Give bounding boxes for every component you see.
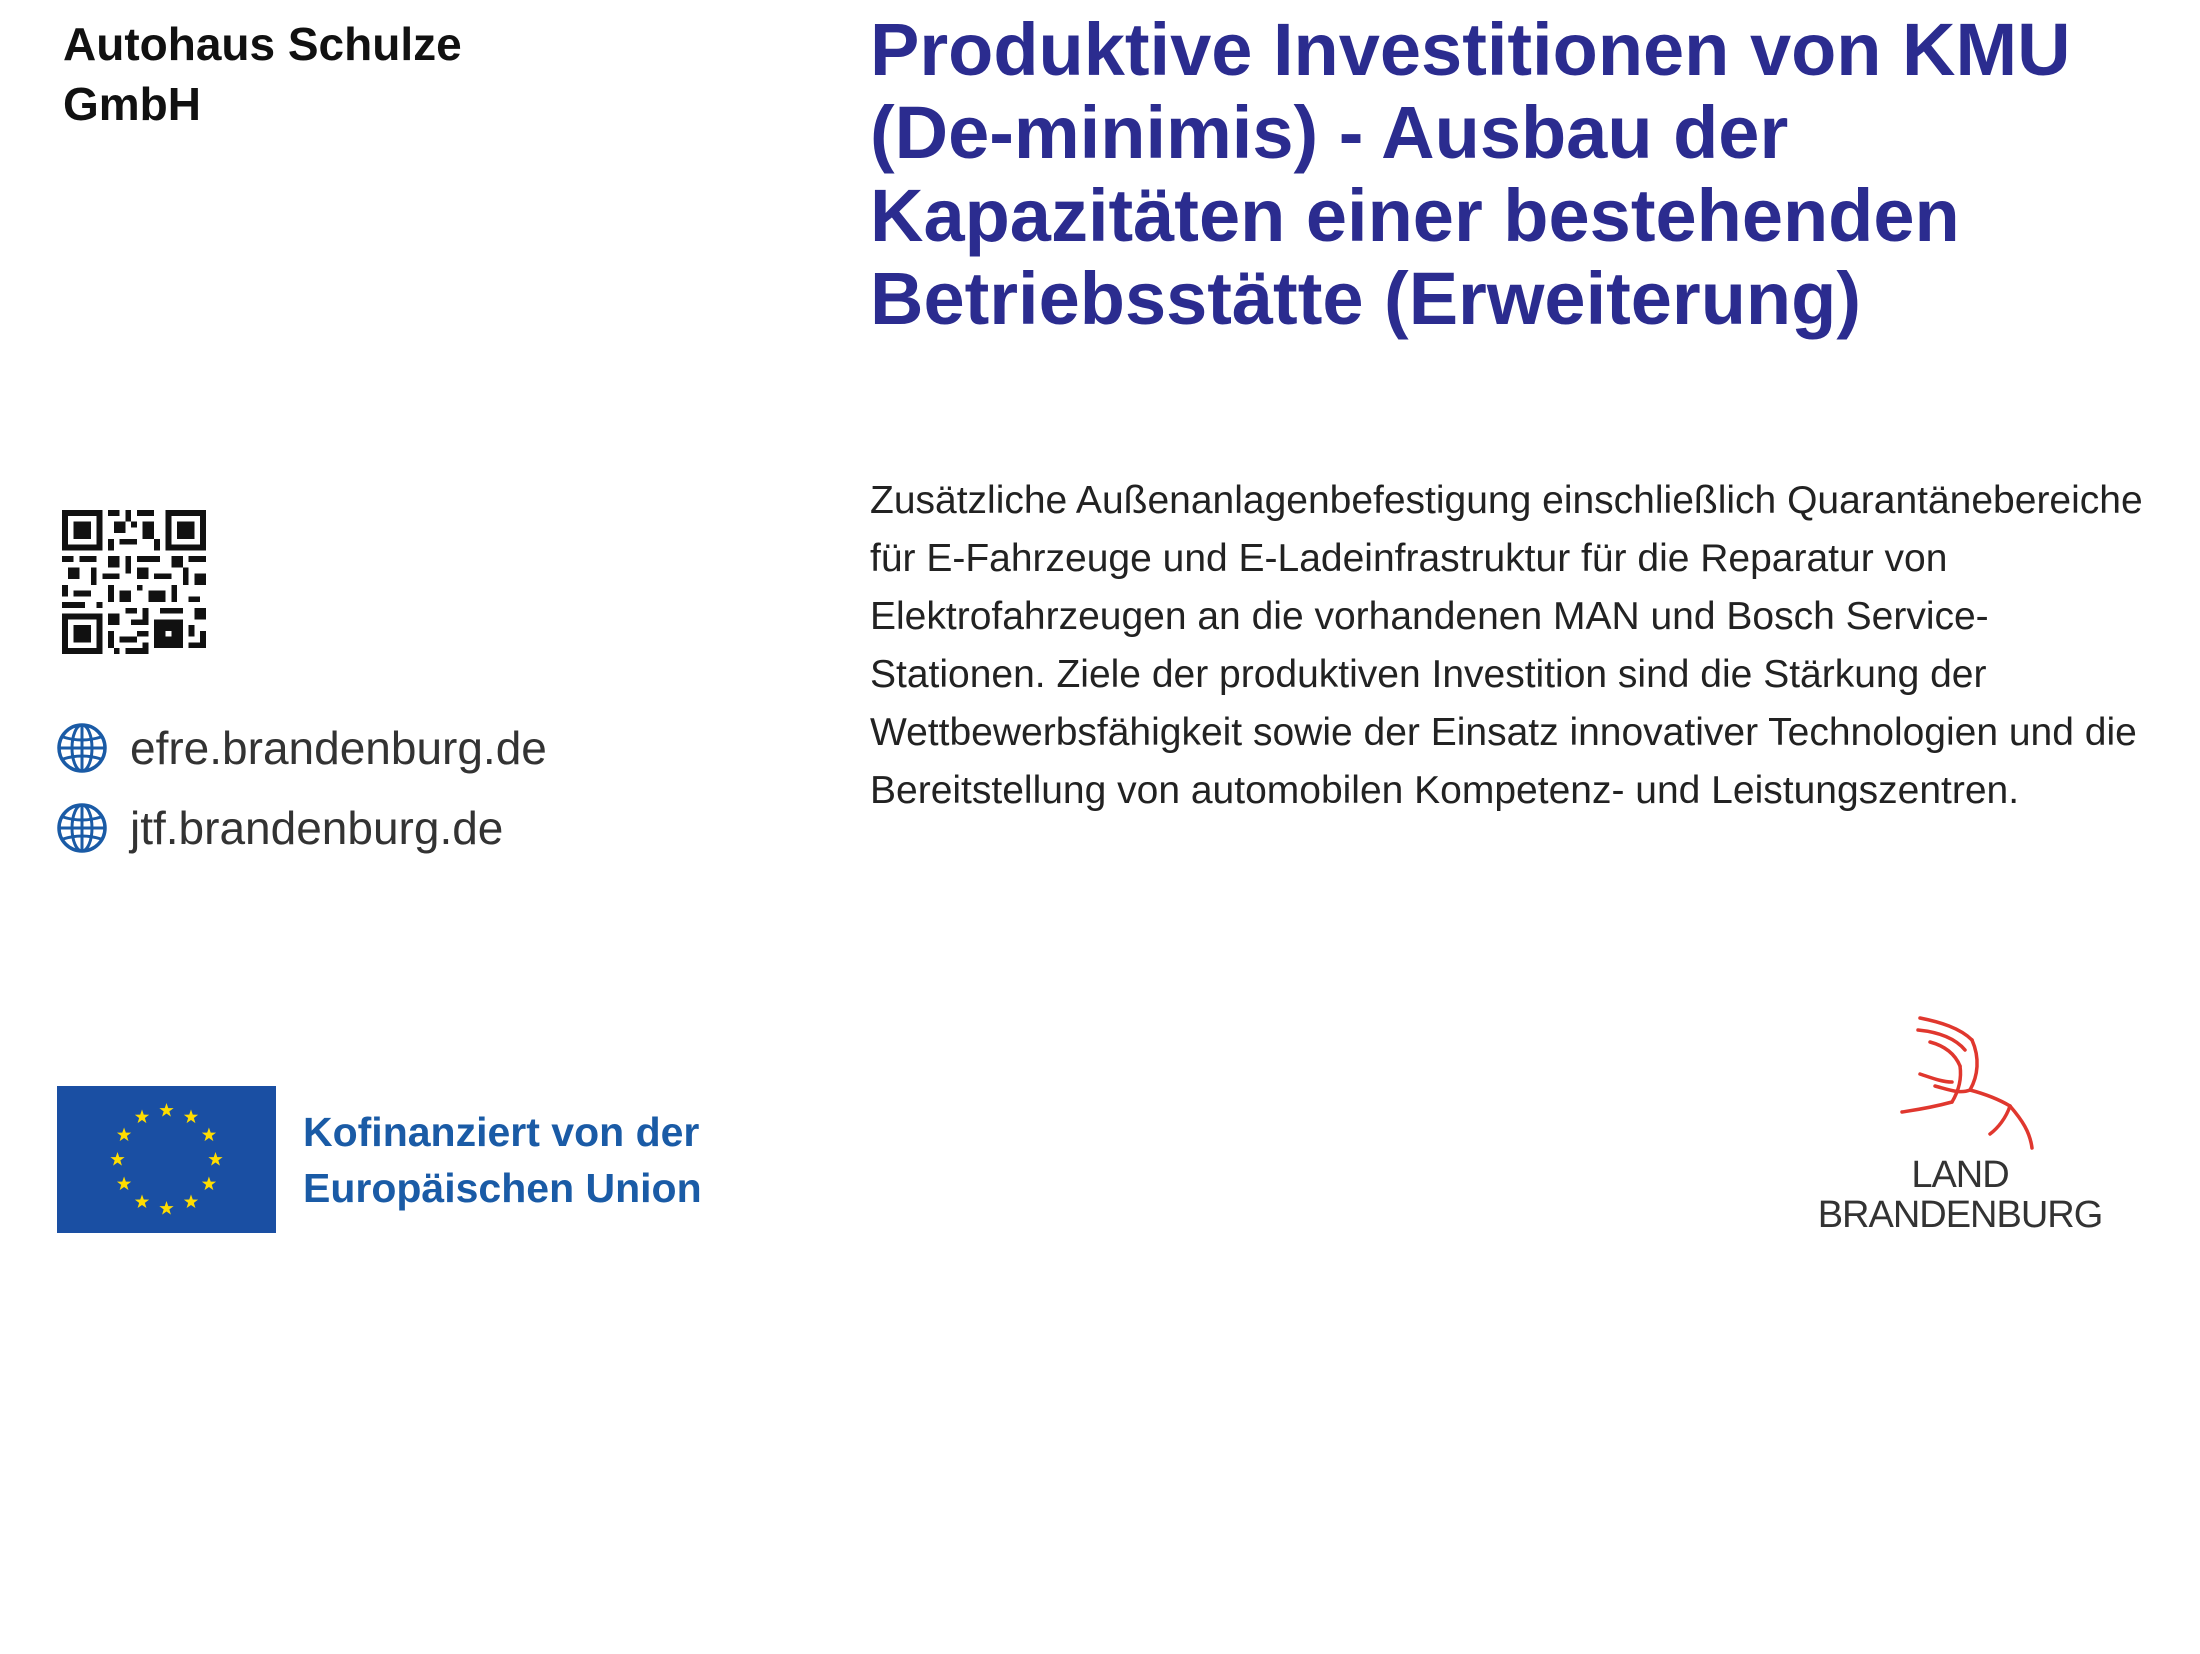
link-jtf[interactable] xyxy=(56,788,547,868)
eu-text-line1: Kofinanziert von der xyxy=(303,1108,700,1155)
land-brandenburg-logo xyxy=(1810,1010,2110,1240)
land-brandenburg-text xyxy=(1810,1155,2110,1235)
company-name-line1: Autohaus Schulze xyxy=(63,18,462,70)
link-jtf-text[interactable]: jtf.brandenburg.de xyxy=(130,802,504,854)
eu-flag-icon xyxy=(57,1086,276,1233)
eu-text-line2: Europäischen Union xyxy=(303,1164,702,1211)
brandenburg-text: BRANDENBURG xyxy=(1817,1194,2103,1236)
project-title: Produktive Investitionen von KMU (De-minimis) - Ausbau der Kapazitäten einer bestehenden Betriebsstätte (Erweiterung) xyxy=(870,8,2071,340)
company-name xyxy=(63,14,623,134)
eu-cofinancing-text xyxy=(303,1104,1023,1216)
website-links xyxy=(56,708,547,868)
qr-code-icon xyxy=(62,510,206,654)
link-efre[interactable] xyxy=(56,708,547,788)
globe-icon xyxy=(56,802,108,854)
land-text: LAND xyxy=(1911,1154,2009,1196)
project-description: Zusätzliche Außenanlagenbefestigung einschließlich Quarantänebereiche für E-Fahrzeuge und E-Ladeinfrastruktur für die Reparatur von Elektrofahrzeugen an die vorhandenen MAN und Bosch Service-Stationen. Ziele der produktiven Investition sind die Stärkung der Wettbewerbsfähigkeit sowie der Einsatz innovativer Technologien und die Bereitstellung von automobilen Kompetenz- und Leistungszentren. xyxy=(870,479,2143,812)
eu-cofinancing-logo xyxy=(57,1086,1023,1233)
link-efre-text[interactable]: efre.brandenburg.de xyxy=(130,722,547,774)
company-name-line2: GmbH xyxy=(63,78,201,130)
globe-icon xyxy=(56,722,108,774)
